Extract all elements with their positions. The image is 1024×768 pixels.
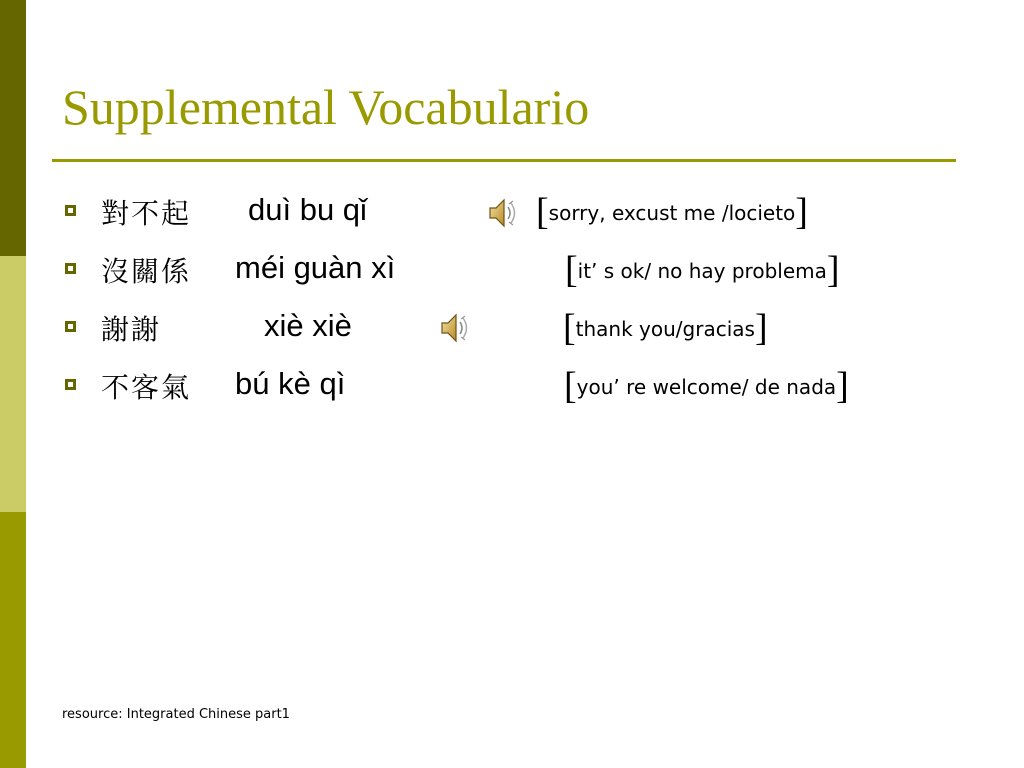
vocab-translation: [you’ re welcome/ de nada] [564,365,849,407]
vocab-hanzi: 不客氣 [101,371,192,404]
vocab-translation: [it’ s ok/ no hay problema] [565,249,840,291]
vocab-item [0,302,1024,352]
speaker-icon[interactable] [485,195,521,231]
vocab-pinyin: duì bu qǐ [248,192,367,227]
vocab-hanzi: 對不起 [101,197,192,230]
slide-title: Supplemental Vocabulario [62,79,590,135]
sidebar-band-olive [0,512,26,768]
vocab-hanzi: 謝謝 [101,313,162,346]
vocab-translation: [thank you/gracias] [563,307,768,349]
speaker-icon[interactable] [437,310,473,346]
vocab-pinyin: xiè xiè [264,308,352,343]
vocab-pinyin: méi guàn xì [235,250,396,285]
vocab-translation: [sorry, excust me /locieto] [536,191,808,233]
vocab-item [0,186,1024,236]
vocab-item [0,360,1024,410]
title-divider [52,159,956,162]
vocab-item [0,244,1024,294]
vocab-pinyin: bú kè qì [235,366,346,401]
square-bullet-icon [65,205,76,216]
square-bullet-icon [65,263,76,274]
source-footer: resource: Integrated Chinese part1 [62,707,290,722]
vocab-hanzi: 沒關係 [101,255,192,288]
square-bullet-icon [65,321,76,332]
square-bullet-icon [65,379,76,390]
